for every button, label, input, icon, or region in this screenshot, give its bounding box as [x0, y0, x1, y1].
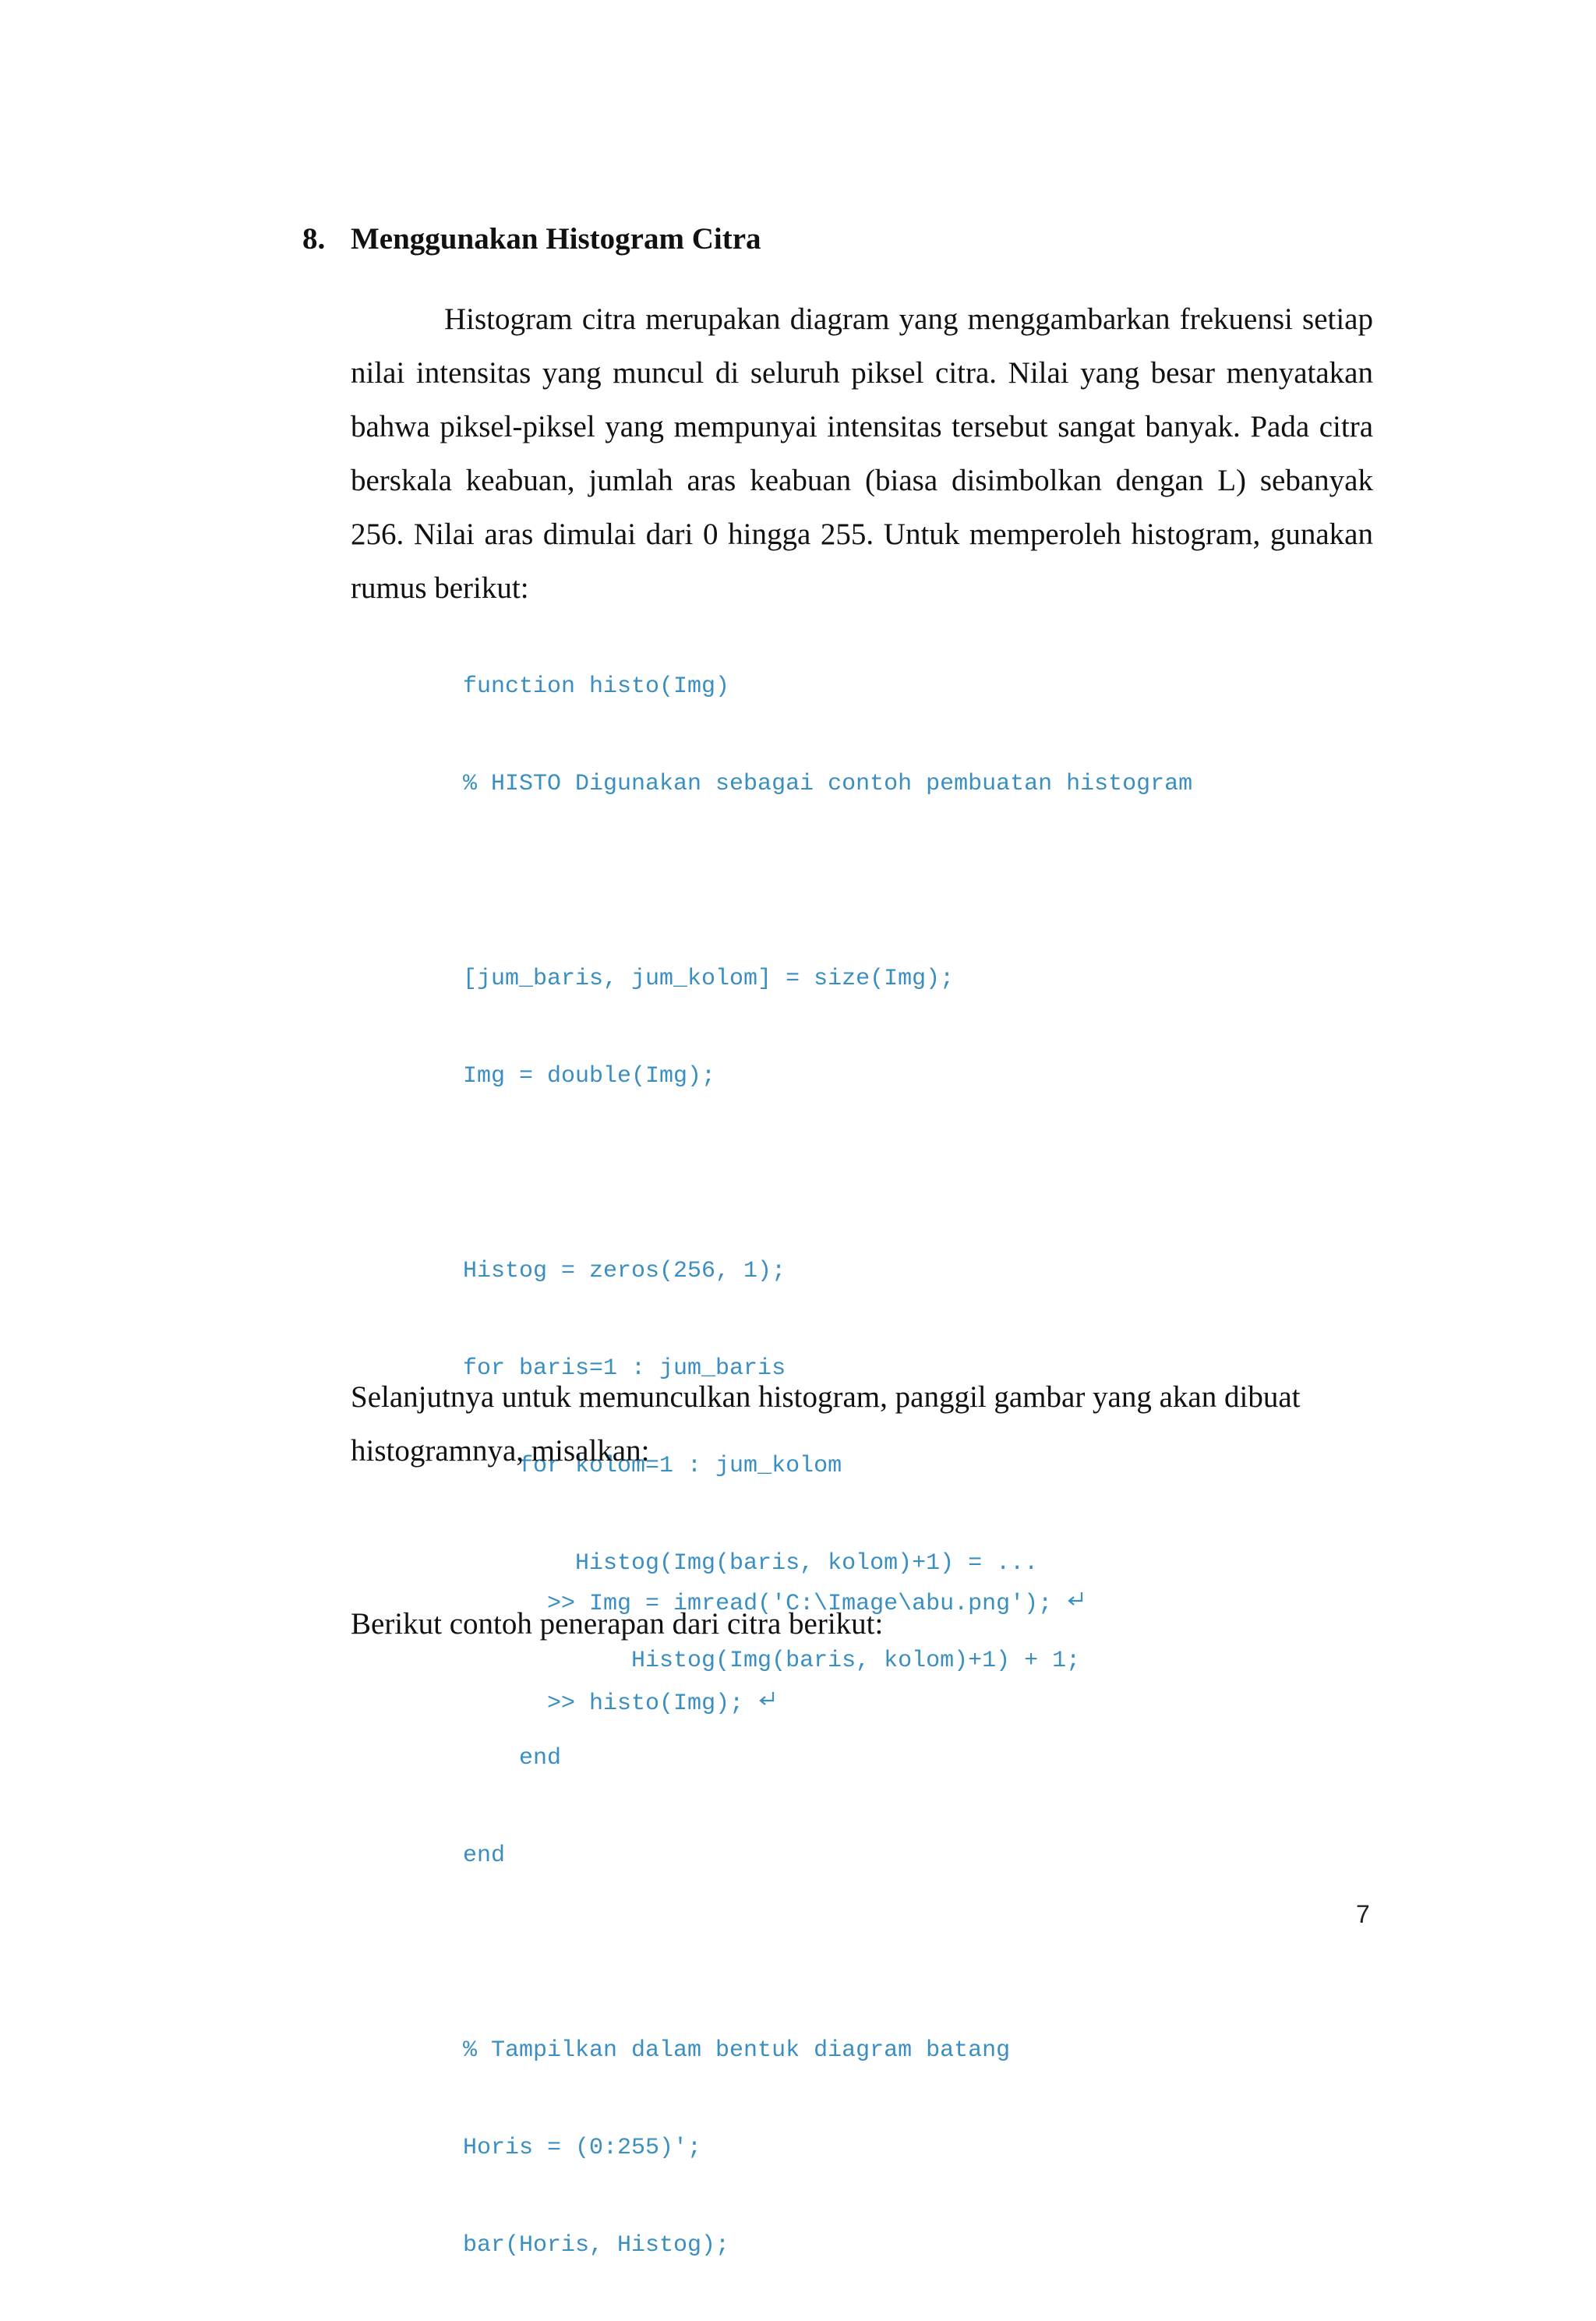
code-line: [jum_baris, jum_kolom] = size(Img); [463, 966, 955, 992]
code-line: Histog = zeros(256, 1); [463, 1258, 786, 1284]
command-text: >> Img = imread('C:\Image\abu.png'); [547, 1591, 1053, 1617]
code-line: bar(Horis, Histog); [463, 2232, 730, 2259]
code-line: Img = double(Img); [463, 1063, 716, 1090]
section-number: 8. [302, 222, 326, 256]
code-line [463, 1152, 1192, 1196]
code-line: for baris=1 : jum_baris [463, 1355, 786, 1382]
code-line: end [463, 1745, 562, 1772]
code-line: end [463, 1842, 506, 1869]
page-number: 7 [1356, 1900, 1370, 1928]
code-line: Histog(Img(baris, kolom)+1) + 1; [463, 1648, 1081, 1674]
intro-paragraph: Histogram citra merupakan diagram yang menggambarkan frekuensi setiap nilai intensitas yang muncul di seluruh piksel citra. Nilai yang besar menyatakan bahwa piksel-piksel yang mempunyai intensitas tersebut sangat banyak. Pada citra berskala keabuan, jumlah aras keabuan (biasa disimbolkan dengan L) sebanyak 256. Nilai aras dimulai dari 0 hingga 255. Untuk memperoleh histogram, gunakan rumus berikut: [351, 302, 1373, 605]
section-title: Menggunakan Histogram Citra [351, 222, 761, 256]
code-line [463, 860, 1192, 904]
code-line: Histog(Img(baris, kolom)+1) = ... [463, 1550, 1039, 1577]
followup-paragraph: Selanjutnya untuk memunculkan histogram, panggil gambar yang akan dibuat histogramnya, misalkan: [351, 1380, 1301, 1468]
code-line: % Tampilkan dalam bentuk diagram batang [463, 2037, 1011, 2064]
command-line [463, 1534, 1086, 1617]
code-line [463, 1931, 1192, 1976]
code-line: function histo(Img) [463, 673, 730, 700]
code-line: Horis = (0:255)'; [463, 2135, 702, 2161]
code-line: % HISTO Digunakan sebagai contoh pembuatan histogram [463, 771, 1193, 797]
enter-key-icon [756, 1690, 778, 1712]
command-text: >> histo(Img); [547, 1690, 744, 1717]
section-heading [302, 220, 761, 259]
example-paragraph: Berikut contoh penerapan dari citra berikut: [351, 1607, 884, 1641]
code-line: for kolom=1 : jum_kolom [463, 1453, 842, 1479]
